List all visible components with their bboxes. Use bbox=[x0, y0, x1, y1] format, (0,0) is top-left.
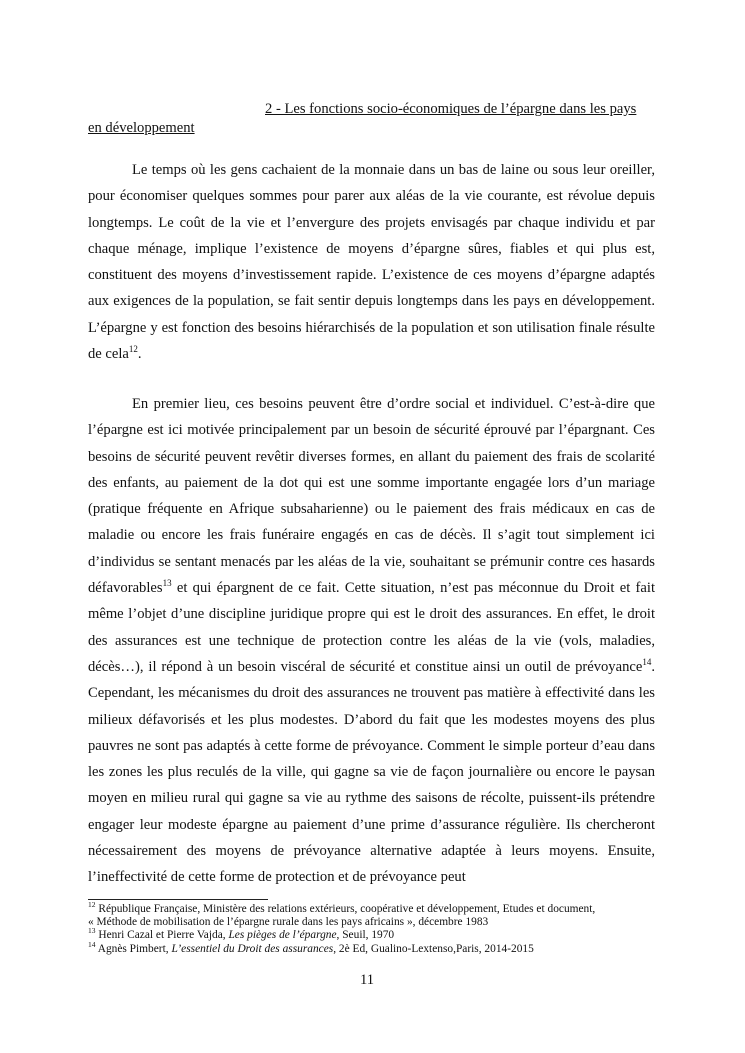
footnote-text: , Seuil, 1970 bbox=[336, 929, 395, 942]
footnote-13 bbox=[88, 926, 688, 942]
footnote-text: , 2è Ed, Gualino-Lextenso,Paris, 2014-2015 bbox=[333, 942, 534, 955]
paragraph-2-segment-3: . Cependant, les mécanismes du droit des assurances ne trouvent pas matière à effectivité dans les milieux défavorisés et les plus modestes. D’abord du fait que les modestes moyens des plus pauvres ne sont pas adaptés à cette forme de prévoyance. Comment le simple porteur d’eau dans les zones les plus reculés de la ville, qui gagne sa vie de façon journalière ou encore le paysan moyen en milieu rural qui gagne sa vie au rythme des saisons de récolte, puissent-ils prétendre engager leur modeste épargne au paiement d’une prime d’assurance régulière. Ils chercheront nécessairement des moyens de prévoyance alternative adaptée à leurs moyens. Ensuite, l’ineffectivité de cette forme de protection et de prévoyance peut bbox=[88, 658, 655, 886]
paragraph-2-segment-1: En premier lieu, ces besoins peuvent être d’ordre social et individuel. C’est-à-dire que l’épargne est ici motivée principalement par un besoin de sécurité éprouvé par l’épargnant. Ces besoins de sécurité peuvent revêtir diverses formes, en allant du paiement des frais de scolarité des enfants, au paiement de la dot qui est une somme importante engagée lors d’un mariage (pratique fréquente en Afrique subsaharienne) ou le paiement des frais médicaux en cas de maladie ou encore les frais funéraire engagés en cas de décès. Il s’agit tout simplement ici d’individus se sentant menacés par les aléas de la vie, souhaitant se prémunir contre ces hasards défavorables bbox=[88, 396, 655, 597]
footnote-ref-13: 13 bbox=[162, 578, 172, 589]
paragraph-1-end: . bbox=[137, 346, 142, 363]
footnote-ref-14: 14 bbox=[642, 657, 652, 668]
footnote-text: « Méthode de mobilisation de l’épargne rurale dans les pays africains », décembre 1983 bbox=[88, 916, 489, 929]
footnote-text: République Française, Ministère des relations extérieurs, coopérative et développement, Etudes et document, bbox=[95, 903, 596, 915]
footnote-12 bbox=[88, 900, 688, 916]
footnote-number: 13 bbox=[88, 926, 96, 936]
footnote-divider bbox=[88, 899, 268, 900]
footnote-text: Henri Cazal et Pierre Vajda, bbox=[95, 929, 229, 942]
footnotes bbox=[88, 900, 688, 956]
paragraph-1-text: Le temps où les gens cachaient de la monnaie dans un bas de laine ou sous leur oreiller, pour économiser quelques sommes pour parer aux aléas de la vie courante, est révolue depuis longtemps. Le coût de la vie et l’envergure des projets envisagés par chaque individu et par chaque ménage, implique l’existence de moyens d’épargne sûres, fiables et qui plus est, constituent des moyens d’investissement rapide. L’existence de ces moyens d’épargne adaptés aux exigences de la population, se fait sentir depuis longtemps dans les pays en développement. L’épargne y est fonction des besoins hiérarchisés de la population et son utilisation finale résulte de cela bbox=[88, 162, 655, 363]
footnote-text: Agnès Pimbert, bbox=[95, 942, 172, 955]
paragraph-2-segment-2: et qui épargnent de ce fait. Cette situation, n’est pas méconnue du Droit et fait même l’objet d’une discipline juridique propre qui est le droit des assurances. En effet, le droit des assurances est une technique de protection contre les aléas de la vie (vols, maladies, décès…), il répond à un besoin viscéral de sécurité et constitue ainsi un outil de prévoyance bbox=[88, 580, 655, 675]
footnote-number: 14 bbox=[88, 939, 96, 949]
page-number: 11 bbox=[360, 972, 375, 988]
footnote-14 bbox=[88, 939, 688, 956]
section-heading-line2: en développement bbox=[88, 120, 195, 136]
section-heading-line1: 2 - Les fonctions socio-économiques de l’épargne dans les pays bbox=[265, 101, 637, 117]
footnote-book-title: Les pièges de l’épargne bbox=[228, 929, 337, 942]
footnote-book-title: L’essentiel du Droit des assurances bbox=[171, 942, 334, 955]
section-heading bbox=[88, 100, 656, 138]
paragraph-2 bbox=[88, 391, 655, 891]
footnote-number: 12 bbox=[88, 900, 96, 910]
footnote-12-continued bbox=[88, 916, 688, 929]
paragraph-1 bbox=[88, 157, 655, 367]
footnote-ref-12: 12 bbox=[128, 344, 138, 355]
